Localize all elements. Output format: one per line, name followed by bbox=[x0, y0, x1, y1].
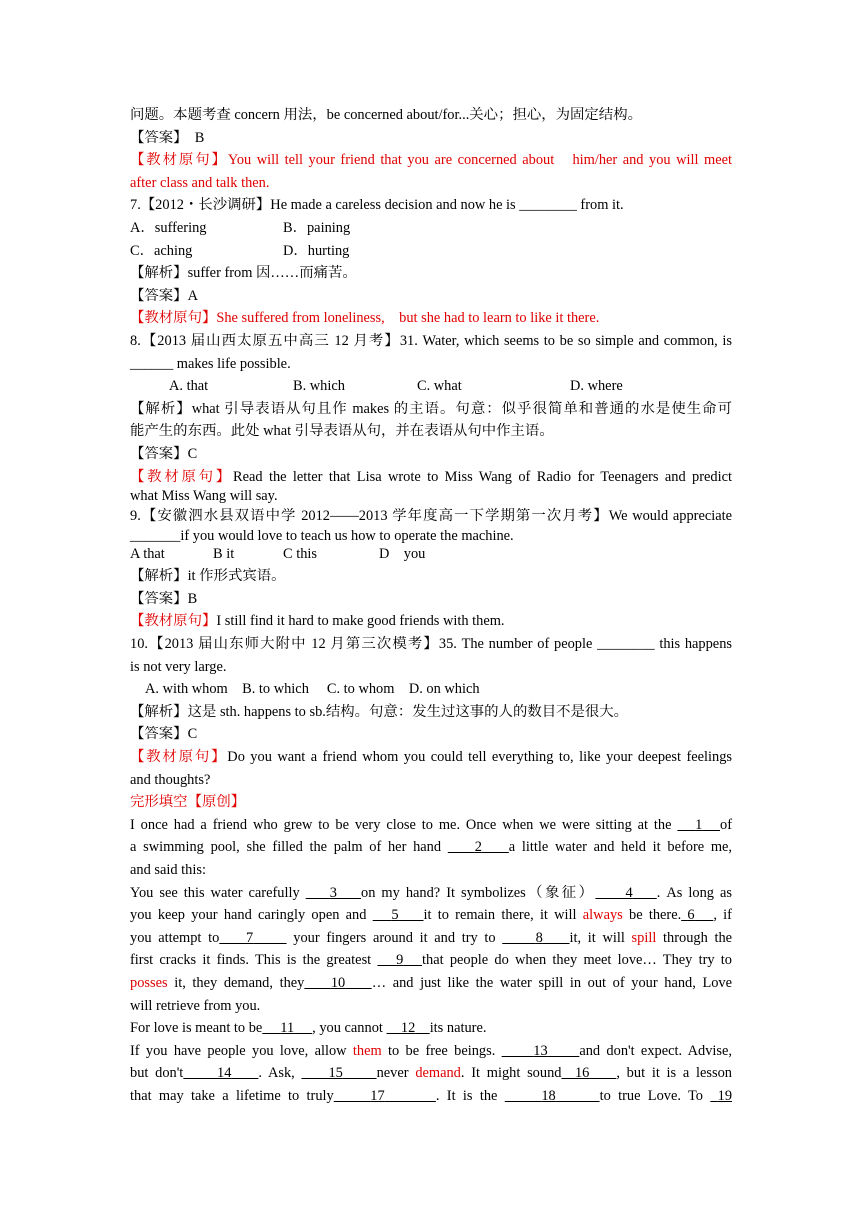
cloze-blank: 12 bbox=[400, 1020, 416, 1037]
cloze-blank: 4 bbox=[625, 884, 633, 901]
cloze-line bbox=[130, 927, 732, 950]
cloze-text: you keep your hand caringly open and bbox=[130, 907, 367, 924]
cloze-text: You see this water carefully bbox=[130, 884, 300, 901]
question-9: 9.【安徽泗水县双语中学 2012——2013 学年度高一下学期第一次月考】We would appreciate bbox=[130, 508, 732, 525]
textbook-label: 【教材原句】 bbox=[130, 749, 228, 766]
textbook-sentence: 【教材原句】You will tell your friend that you are concerned about him/her and you will meet bbox=[130, 152, 732, 169]
question-8-cont: ______ makes life possible. bbox=[130, 355, 291, 372]
cloze-blank: 2 bbox=[474, 839, 482, 856]
cloze-text: it, it will bbox=[569, 929, 625, 946]
textbook-sentence bbox=[130, 610, 732, 633]
cloze-blank: 5 bbox=[391, 907, 399, 924]
question-10: 10.【2013 届山东师大附中 12 月第三次模考】35. The number of people ________ this happens bbox=[130, 636, 732, 653]
cloze-text: , but it is a lesson bbox=[616, 1065, 733, 1082]
document-page bbox=[130, 104, 732, 1108]
cloze-blank: 11 bbox=[280, 1020, 295, 1037]
cloze-text: . It is the bbox=[435, 1087, 498, 1104]
cloze-line bbox=[130, 882, 732, 905]
cloze-line bbox=[130, 1040, 732, 1063]
cloze-blank: 19 bbox=[717, 1087, 733, 1104]
cloze-text: For love is meant to be bbox=[130, 1020, 263, 1037]
cloze-line bbox=[130, 972, 732, 995]
highlight-word: spill bbox=[631, 929, 657, 946]
cloze-text: through the bbox=[663, 929, 733, 946]
cloze-text: and don't expect. Advise, bbox=[579, 1042, 732, 1059]
analysis-line: 【解析】what 引导表语从句且作 makes 的主语。句意：似乎很简单和普通的水是使生命可 bbox=[130, 400, 732, 417]
cloze-blank: 7 bbox=[246, 929, 254, 946]
option-a: A that bbox=[130, 545, 165, 562]
textbook-sentence: 【教材原句】She suffered from loneliness, but she had to learn to like it there. bbox=[130, 310, 600, 327]
cloze-text: a little water and held it before me, bbox=[508, 839, 733, 856]
highlight-word: posses bbox=[130, 974, 168, 991]
cloze-text: it, they demand, they bbox=[174, 974, 305, 991]
cloze-blank: 17 bbox=[370, 1087, 385, 1104]
cloze-blank: 1 bbox=[695, 816, 703, 833]
question-8: 8.【2013 届山西太原五中高三 12 月考】31. Water, which seems to be so simple and common, is bbox=[130, 332, 732, 349]
cloze-blank: 9 bbox=[396, 952, 404, 969]
cloze-text: I once had a friend who grew to be very close to me. Once when we were sitting at the bbox=[130, 816, 672, 833]
textbook-sentence bbox=[130, 746, 732, 769]
textbook-label: 【教材原句】 bbox=[130, 468, 234, 485]
answer-line: 【答案】A bbox=[130, 287, 198, 304]
textbook-sentence-cont: what Miss Wang will say. bbox=[130, 488, 278, 505]
cloze-blank: 10 bbox=[330, 974, 346, 991]
textbook-text: I still find it hard to make good friends with them. bbox=[216, 613, 505, 630]
cloze-text: first cracks it finds. This is the greatest bbox=[130, 952, 372, 969]
option-c: C．aching bbox=[130, 242, 193, 259]
cloze-blank: 6 bbox=[687, 907, 695, 924]
cloze-text: that may take a lifetime to truly bbox=[130, 1087, 334, 1104]
cloze-blank: 16 bbox=[574, 1065, 590, 1082]
textbook-sentence-cont: and thoughts? bbox=[130, 771, 211, 788]
cloze-line bbox=[130, 949, 732, 972]
option-b: B it bbox=[213, 545, 235, 562]
question-7: 7.【2012・长沙调研】He made a careless decision and now he is ________ from it. bbox=[130, 197, 624, 214]
options-row: A. with whom B. to which C. to whom D. on which bbox=[145, 681, 480, 698]
textbook-sentence-cont: after class and talk then. bbox=[130, 174, 270, 191]
option-a: A. that bbox=[169, 378, 209, 395]
cloze-text: . Ask, bbox=[258, 1065, 295, 1082]
textbook-text: Read the letter that Lisa wrote to Miss Wang of Radio for Teenagers and predict bbox=[233, 468, 732, 485]
cloze-text: to be free beings. bbox=[388, 1042, 496, 1059]
analysis-line: 【解析】it 作形式宾语。 bbox=[130, 568, 286, 585]
cloze-line: will retrieve from you. bbox=[130, 997, 261, 1014]
options-row bbox=[130, 217, 732, 240]
cloze-heading: 完形填空【原创】 bbox=[130, 794, 246, 811]
cloze-line bbox=[130, 1017, 732, 1040]
cloze-blank: 3 bbox=[329, 884, 337, 901]
options-row bbox=[130, 543, 732, 566]
options-row bbox=[130, 240, 732, 263]
options-row bbox=[130, 375, 732, 398]
answer-line: 【答案】B bbox=[130, 590, 198, 607]
cloze-text: that people do when they meet love… They try to bbox=[422, 952, 732, 969]
cloze-line: and said this: bbox=[130, 862, 206, 878]
analysis-line: 【解析】suffer from 因……而痛苦。 bbox=[130, 265, 357, 282]
option-a: A．suffering bbox=[130, 219, 207, 236]
answer-line: 【答案】C bbox=[130, 445, 198, 462]
text-line: 问题。本题考查 concern 用法，be concerned about/for...关心；担心，为固定结构。 bbox=[130, 107, 642, 123]
question-9-cont: _______if you would love to teach us how to operate the machine. bbox=[130, 527, 514, 544]
highlight-word: demand bbox=[415, 1065, 461, 1082]
cloze-text: . As long as bbox=[656, 884, 732, 901]
cloze-text: your fingers around it and try to bbox=[293, 929, 496, 946]
textbook-text: Do you want a friend whom you could tell everything to, like your deepest feelings bbox=[227, 749, 732, 766]
cloze-blank: 14 bbox=[217, 1065, 232, 1082]
cloze-text: . It might sound bbox=[460, 1065, 562, 1082]
cloze-text: … and just like the water spill in out of your hand, Love bbox=[371, 974, 733, 991]
answer-line: 【答案】 B bbox=[130, 129, 205, 146]
option-c: C. what bbox=[417, 378, 462, 395]
analysis-line-cont: 能产生的东西。此处 what 引导表语从句，并在表语从句中作主语。 bbox=[130, 423, 554, 440]
cloze-line bbox=[130, 1062, 732, 1085]
highlight-word: always bbox=[582, 907, 623, 924]
cloze-text: never bbox=[376, 1065, 409, 1082]
cloze-line bbox=[130, 1085, 732, 1108]
option-c: C this bbox=[283, 545, 317, 562]
cloze-line bbox=[130, 814, 732, 837]
cloze-text: to true Love. To bbox=[599, 1087, 703, 1104]
cloze-text: but don't bbox=[130, 1065, 184, 1082]
cloze-text: you attempt to bbox=[130, 929, 220, 946]
textbook-label: 【教材原句】 bbox=[130, 613, 217, 630]
cloze-text: its nature. bbox=[429, 1020, 487, 1037]
question-10-cont: is not very large. bbox=[130, 658, 227, 675]
cloze-blank: 15 bbox=[328, 1065, 343, 1082]
option-d: D．hurting bbox=[283, 242, 350, 259]
option-d: D you bbox=[379, 545, 426, 562]
cloze-blank: 13 bbox=[533, 1042, 548, 1059]
cloze-text: on my hand? It symbolizes（象征） bbox=[361, 884, 596, 901]
textbook-sentence bbox=[130, 466, 732, 489]
cloze-text: a swimming pool, she filled the palm of her hand bbox=[130, 839, 442, 856]
analysis-line: 【解析】这是 sth. happens to sb.结构。句意：发生过这事的人的数目不是很大。 bbox=[130, 703, 629, 720]
cloze-text: If you have people you love, allow bbox=[130, 1042, 347, 1059]
cloze-line bbox=[130, 904, 732, 927]
cloze-text: of bbox=[720, 816, 732, 833]
cloze-text: , you cannot bbox=[312, 1020, 383, 1037]
cloze-text: be there. bbox=[629, 907, 682, 924]
answer-line: 【答案】C bbox=[130, 726, 198, 743]
cloze-text: it to remain there, it will bbox=[423, 907, 577, 924]
option-d: D. where bbox=[570, 378, 623, 395]
highlight-word: them bbox=[352, 1042, 382, 1059]
cloze-text: , if bbox=[713, 907, 732, 924]
cloze-blank: 8 bbox=[535, 929, 543, 946]
cloze-line bbox=[130, 836, 732, 859]
cloze-blank: 18 bbox=[541, 1087, 556, 1104]
option-b: B．paining bbox=[283, 219, 351, 236]
option-b: B. which bbox=[293, 378, 345, 395]
